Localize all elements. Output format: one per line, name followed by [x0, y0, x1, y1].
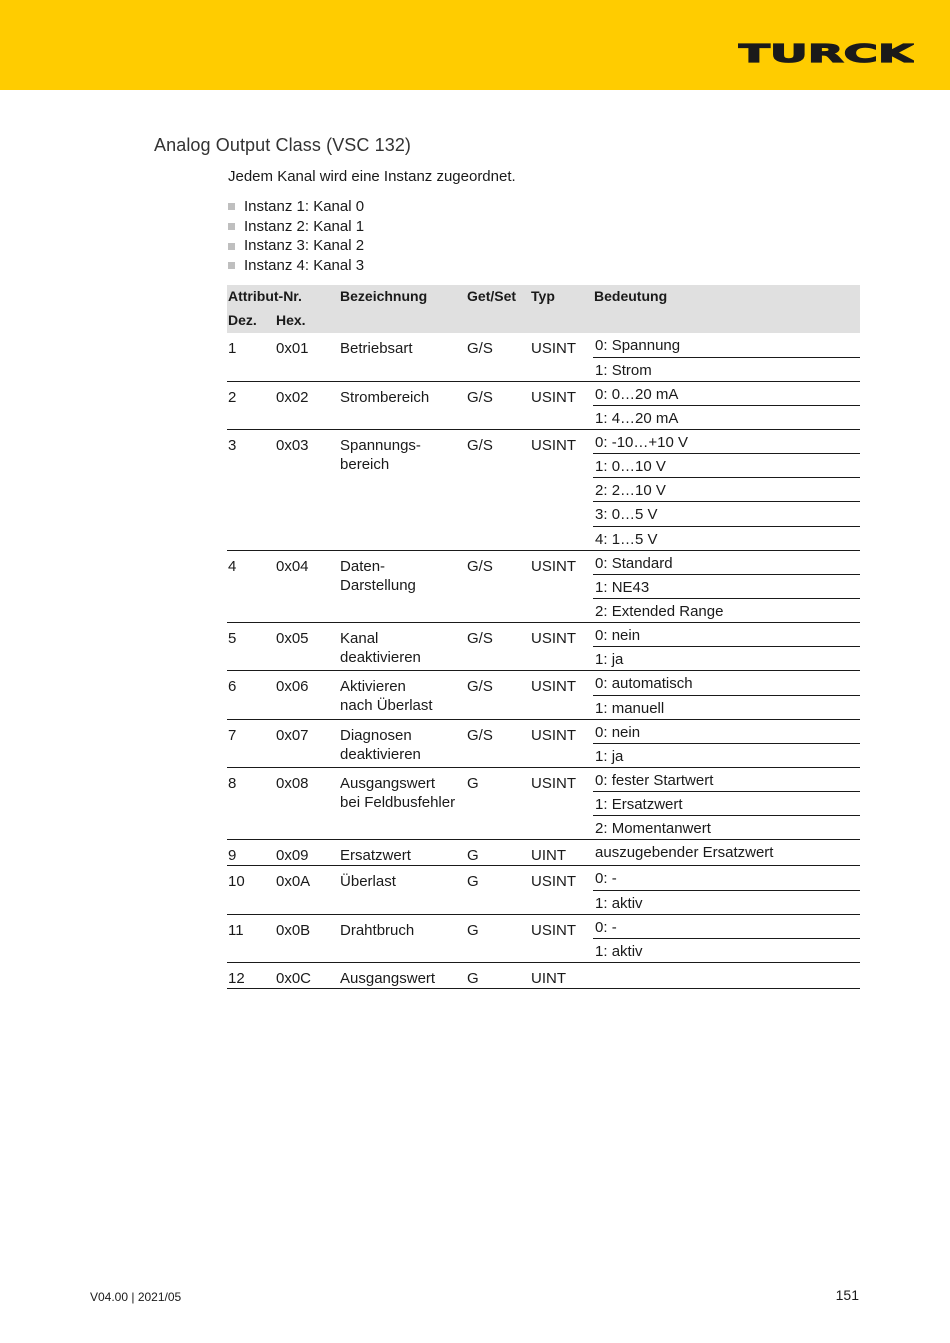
table-row: [227, 914, 860, 938]
cell-typ: USINT: [530, 381, 593, 429]
table-header-row: [227, 285, 860, 309]
intro-text: Jedem Kanal wird eine Instanz zugeordnet.: [228, 168, 516, 185]
cell-typ: UINT: [530, 963, 593, 989]
list-item: [228, 236, 364, 256]
table-row: [227, 333, 860, 357]
cell-bedeutung: 0: automatisch: [593, 671, 860, 695]
cell-typ: USINT: [530, 719, 593, 767]
cell-typ: USINT: [530, 866, 593, 914]
cell-bedeutung: 1: aktiv: [593, 890, 860, 914]
cell-dez: 2: [227, 381, 275, 429]
list-item: [228, 217, 364, 237]
header-dez: Dez.: [227, 309, 275, 333]
cell-bezeichnung: Daten- Darstellung: [339, 550, 466, 622]
cell-dez: 12: [227, 963, 275, 989]
cell-dez: 4: [227, 550, 275, 622]
cell-typ: UINT: [530, 840, 593, 866]
cell-getset: G/S: [466, 381, 530, 429]
cell-typ: USINT: [530, 550, 593, 622]
cell-dez: 5: [227, 623, 275, 671]
bullet-square-icon: [228, 223, 235, 230]
table-row: [227, 671, 860, 695]
cell-getset: G: [466, 840, 530, 866]
cell-hex: 0x09: [275, 840, 339, 866]
table-row: [227, 381, 860, 405]
cell-bedeutung: 0: Spannung: [593, 333, 860, 357]
attribute-table: [227, 285, 860, 989]
list-item-text: Instanz 2: Kanal 1: [244, 217, 365, 235]
cell-bedeutung: 1: 4…20 mA: [593, 405, 860, 429]
cell-bedeutung: 1: ja: [593, 743, 860, 767]
list-item-text: Instanz 1: Kanal 0: [244, 198, 365, 215]
cell-getset: G/S: [466, 719, 530, 767]
cell-bedeutung: 4: 1…5 V: [593, 526, 860, 550]
cell-hex: 0x06: [275, 671, 339, 719]
cell-bedeutung: 1: Strom: [593, 357, 860, 381]
cell-dez: 7: [227, 719, 275, 767]
cell-bedeutung: 0: -10…+10 V: [593, 430, 860, 454]
cell-dez: 10: [227, 866, 275, 914]
cell-typ: USINT: [530, 430, 593, 551]
cell-bedeutung: 0: 0…20 mA: [593, 381, 860, 405]
cell-bezeichnung: Diagnosen deaktivieren: [339, 719, 466, 767]
cell-dez: 1: [227, 333, 275, 381]
header-bedeutung: Bedeutung: [593, 285, 860, 333]
bullet-square-icon: [228, 262, 235, 269]
table-row: [227, 719, 860, 743]
cell-bedeutung: 0: -: [593, 914, 860, 938]
cell-hex: 0x03: [275, 430, 339, 551]
cell-bedeutung: 0: nein: [593, 719, 860, 743]
table-body: [227, 333, 860, 989]
table-row: [227, 866, 860, 890]
footer-version: V04.00 | 2021/05: [90, 1290, 182, 1304]
cell-bedeutung: 1: manuell: [593, 695, 860, 719]
page-number: 151: [835, 1287, 859, 1303]
cell-bedeutung: 0: -: [593, 866, 860, 890]
cell-bezeichnung: Überlast: [339, 866, 466, 914]
cell-bedeutung: 1: ja: [593, 647, 860, 671]
cell-hex: 0x04: [275, 550, 339, 622]
cell-getset: G: [466, 866, 530, 914]
header-attribut-nr: Attribut-Nr.: [227, 285, 339, 309]
section-title: Analog Output Class (VSC 132): [154, 135, 412, 155]
list-item: [228, 256, 364, 276]
cell-getset: G/S: [466, 671, 530, 719]
cell-bezeichnung: Kanal deaktivieren: [339, 623, 466, 671]
cell-typ: USINT: [530, 671, 593, 719]
header-hex: Hex.: [275, 309, 339, 333]
cell-bedeutung: [593, 963, 860, 989]
cell-bedeutung: 1: 0…10 V: [593, 454, 860, 478]
cell-bedeutung: 3: 0…5 V: [593, 502, 860, 526]
cell-getset: G: [466, 963, 530, 989]
cell-dez: 11: [227, 914, 275, 962]
cell-typ: USINT: [530, 914, 593, 962]
header-typ: Typ: [530, 285, 593, 333]
cell-hex: 0x05: [275, 623, 339, 671]
cell-hex: 0x0B: [275, 914, 339, 962]
cell-dez: 9: [227, 840, 275, 866]
cell-bedeutung: 1: aktiv: [593, 938, 860, 962]
cell-getset: G/S: [466, 550, 530, 622]
table-row: [227, 430, 860, 454]
instance-list: [228, 197, 364, 276]
cell-hex: 0x01: [275, 333, 339, 381]
table-row: [227, 550, 860, 574]
cell-typ: USINT: [530, 333, 593, 381]
cell-getset: G: [466, 914, 530, 962]
cell-bedeutung: 0: Standard: [593, 550, 860, 574]
cell-bezeichnung: Drahtbruch: [339, 914, 466, 962]
cell-bezeichnung: Strombereich: [339, 381, 466, 429]
cell-bezeichnung: Spannungs- bereich: [339, 430, 466, 551]
cell-bezeichnung: Ausgangswert: [339, 963, 466, 989]
header-band: [0, 0, 950, 90]
header-bezeichnung: Bezeichnung: [339, 285, 466, 333]
bullet-square-icon: [228, 243, 235, 250]
cell-bedeutung: 0: fester Startwert: [593, 768, 860, 792]
header-getset: Get/Set: [466, 285, 530, 333]
cell-bezeichnung: Aktivieren nach Überlast: [339, 671, 466, 719]
turck-logo: [738, 42, 914, 69]
cell-bedeutung: 0: nein: [593, 623, 860, 647]
cell-bedeutung: auszugebender Ersatzwert: [593, 840, 860, 866]
cell-bedeutung: 2: 2…10 V: [593, 478, 860, 502]
cell-bedeutung: 2: Momentanwert: [593, 816, 860, 840]
cell-bedeutung: 2: Extended Range: [593, 599, 860, 623]
list-item-text: Instanz 4: Kanal 3: [244, 257, 365, 275]
bullet-square-icon: [228, 203, 235, 210]
cell-bedeutung: 1: Ersatzwert: [593, 792, 860, 816]
cell-bezeichnung: Ausgangswert bei Feldbusfehler: [339, 768, 466, 840]
cell-hex: 0x07: [275, 719, 339, 767]
cell-dez: 8: [227, 768, 275, 840]
cell-dez: 6: [227, 671, 275, 719]
table-row: [227, 963, 860, 989]
cell-hex: 0x0C: [275, 963, 339, 989]
cell-hex: 0x0A: [275, 866, 339, 914]
cell-getset: G: [466, 768, 530, 840]
cell-getset: G/S: [466, 623, 530, 671]
cell-bedeutung: 1: NE43: [593, 574, 860, 598]
cell-dez: 3: [227, 430, 275, 551]
cell-getset: G/S: [466, 333, 530, 381]
cell-hex: 0x02: [275, 381, 339, 429]
cell-getset: G/S: [466, 430, 530, 551]
cell-bezeichnung: Betriebsart: [339, 333, 466, 381]
list-item: [228, 197, 364, 217]
table-row: [227, 623, 860, 647]
logo-text: TURCK: [738, 42, 914, 64]
table-row: [227, 768, 860, 792]
cell-typ: USINT: [530, 623, 593, 671]
cell-bezeichnung: Ersatzwert: [339, 840, 466, 866]
table-row: [227, 840, 860, 866]
turck-logo-wordmark: [738, 42, 914, 64]
cell-hex: 0x08: [275, 768, 339, 840]
cell-typ: USINT: [530, 768, 593, 840]
list-item-text: Instanz 3: Kanal 2: [244, 237, 365, 255]
